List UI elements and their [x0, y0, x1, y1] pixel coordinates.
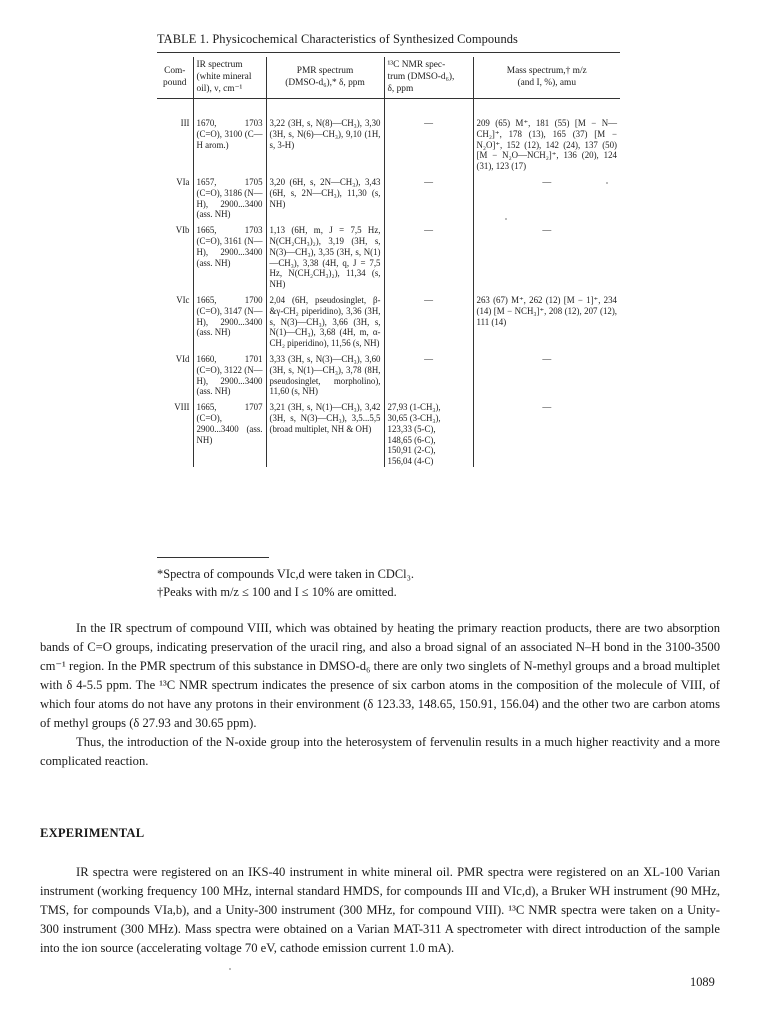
- cell-compound: VIb: [157, 220, 193, 290]
- experimental-text: [40, 863, 720, 958]
- cell-compound: VIII: [157, 397, 193, 467]
- cell-ir: 1657, 1705 (C=O), 3186 (N—H), 2900...3400 (ass. NH): [193, 172, 266, 220]
- body-text: [40, 619, 720, 771]
- page-number: 1089: [690, 975, 715, 989]
- cell-cnmr: —: [384, 290, 473, 349]
- section-heading: EXPERIMENTAL: [40, 826, 145, 840]
- cell-mass: 209 (65) M⁺, 181 (55) [M − N—CH₂]⁺, 178 (13), 165 (37) [M − N₂O]⁺, 152 (12), 142 (24), 137 (50) [M − N₂O—NCH₂]⁺, 136 (20), 124 (31), 123 (17): [476, 118, 617, 172]
- cell-mass: —: [542, 402, 552, 413]
- table-title: TABLE 1. Physicochemical Characteristics of Synthesized Compounds: [157, 32, 518, 46]
- cell-ir: 1660, 1701 (C=O), 3122 (N—H), 2900...3400 (ass. NH): [193, 349, 266, 397]
- cell-pmr: 2,04 (6H, pseudosinglet, β- &γ-CH₂ piperidino), 3,36 (3H, s, N(3)—CH₃), 3,66 (3H, s, N(1)—CH₃), 3,68 (4H, m, α-CH₂ piperidino), 11,56 (s, NH): [266, 290, 384, 349]
- table-row: [157, 220, 620, 290]
- table-row: [157, 99, 620, 172]
- cell-cnmr: —: [384, 172, 473, 220]
- cell-ir: 1670, 1703 (C=O), 3100 (C—H arom.): [193, 99, 266, 172]
- cell-pmr: 3,33 (3H, s, N(3)—CH₃), 3,60 (3H, s, N(1)—CH₃), 3,78 (8H, pseudosinglet, morpholino), 11,60 (s, NH): [266, 349, 384, 397]
- cell-pmr: 1,13 (6H, m, J = 7,5 Hz, N(CH₂CH₃)₂), 3,19 (3H, s, N(3)—CH₃), 3,35 (3H, s, N(1)—CH₃), 3,38 (4H, q, J = 7,5 Hz, N(CH₂CH₃)₂), 11,34 (s, NH): [266, 220, 384, 290]
- cell-mass: 263 (67) M⁺, 262 (12) [M − 1]⁺, 234 (14) [M − NCH₃]⁺, 208 (12), 207 (12), 111 (14): [476, 294, 617, 327]
- scan-speck: [505, 218, 507, 220]
- table-row: [157, 349, 620, 397]
- footnote-rule: [157, 557, 269, 558]
- cell-ir: 1665, 1703 (C=O), 3161 (N—H), 2900...3400 (ass. NH): [193, 220, 266, 290]
- cell-compound: VIa: [157, 172, 193, 220]
- paragraph: IR spectra were registered on an IKS-40 instrument in white mineral oil. PMR spectra were registered on an XL-100 Varian instrument (working frequency 100 MHz, internal standard HMDS, for compounds III and VIc,d), a Bruker WH instrument (90 MHz, TMS, for compounds VIa,b), and a Unity-300 instrument (300 MHz, for compound VIII). ¹³C NMR spectra were taken on a Unity-300 instrument (300 MHz). Mass spectra were obtained on a Varian MAT-311 A spectrometer with direct introduction of the sample into the ion source (accelerating voltage 70 eV, cathode emission current 1.0 mA).: [40, 865, 720, 955]
- paragraph: In the IR spectrum of compound VIII, which was obtained by heating the primary reaction products, there are two absorption bands of C=O groups, indicating preservation of the uracil ring, and also a broad signal of an associated N–H bond in the 3100-3500 cm⁻¹ region. In the PMR spectrum of this substance in DMSO-d₆ there are only two singlets of N-methyl groups and a broad multiplet with δ 4-5.5 ppm. The ¹³C NMR spectrum indicates the presence of six carbon atoms in the composition of the molecule of VIII, of which four atoms do not have any protons in their environment (δ 123.33, 148.65, 150.91, 156.04) and the other two are carbon atoms of methyl groups (δ 27.93 and 30.65 ppm).: [40, 621, 720, 730]
- characteristics-table: [157, 57, 620, 467]
- header-ir: IR spectrum (white mineral oil), ν, cm⁻¹: [193, 57, 266, 99]
- header-compound: Com- pound: [157, 57, 193, 99]
- footnote-peaks: †Peaks with m/z ≤ 100 and I ≤ 10% are omitted.: [157, 585, 397, 599]
- scan-speck: [606, 182, 608, 184]
- cell-compound: VId: [157, 349, 193, 397]
- table-row: [157, 397, 620, 467]
- header-mass: Mass spectrum,† m/z (and I, %), amu: [506, 66, 587, 88]
- table-row: [157, 290, 620, 349]
- cell-pmr: 3,21 (3H, s, N(1)—CH₃), 3,42 (3H, s, N(3)—CH₃), 3,5...5,5 (broad multiplet, NH & OH): [266, 397, 384, 467]
- paragraph: Thus, the introduction of the N-oxide group into the heterosystem of fervenulin results in a much higher reactivity and a more complicated reaction.: [40, 735, 720, 768]
- cell-compound: VIc: [157, 290, 193, 349]
- cell-ir: 1665, 1707 (C=O), 2900...3400 (ass. NH): [193, 397, 266, 467]
- table-top-rule: [157, 52, 620, 53]
- cell-pmr: 3,20 (6H, s, 2N—CH₃), 3,43 (6H, s, 2N—CH₃), 11,30 (s, NH): [266, 172, 384, 220]
- table-footnotes: [157, 565, 414, 601]
- cell-mass: —: [542, 353, 552, 364]
- header-pmr: PMR spectrum (DMSO-d₆),* δ, ppm: [266, 57, 384, 99]
- table-header-row: [157, 57, 620, 99]
- header-cnmr: ¹³C NMR spec- trum (DMSO-d₆), δ, ppm: [384, 57, 473, 99]
- footnote-solvent: *Spectra of compounds VIc,d were taken in CDCl₃.: [157, 567, 415, 581]
- cell-cnmr: —: [384, 349, 473, 397]
- cell-mass: —: [542, 176, 552, 187]
- cell-pmr: 3,22 (3H, s, N(8)—CH₃), 3,30 (3H, s, N(6)—CH₃), 9,10 (1H, s, 3-H): [266, 99, 384, 172]
- scan-speck: [229, 968, 231, 970]
- cell-cnmr: —: [384, 99, 473, 172]
- cell-mass: —: [542, 225, 552, 236]
- cell-cnmr: —: [384, 220, 473, 290]
- table-row: [157, 172, 620, 220]
- cell-compound: III: [157, 99, 193, 172]
- cell-cnmr: 27,93 (1-CH₃), 30,65 (3-CH₃), 123,33 (5-C), 148,65 (6-C), 150,91 (2-C), 156,04 (4-C): [384, 397, 473, 467]
- cell-ir: 1665, 1700 (C=O), 3147 (N—H), 2900...3400 (ass. NH): [193, 290, 266, 349]
